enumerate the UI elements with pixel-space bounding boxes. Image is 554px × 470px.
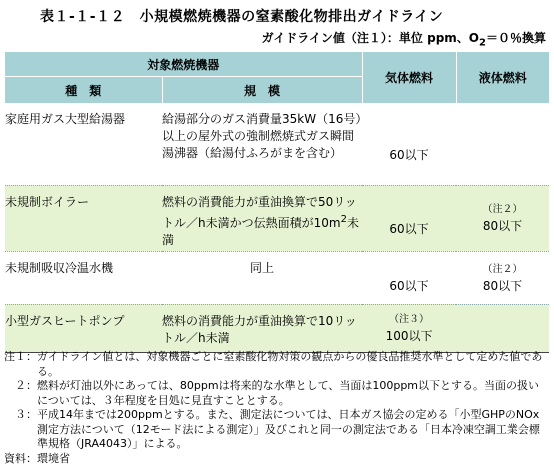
table-row (5, 103, 549, 185)
row-kind: 未規制ボイラー (5, 185, 162, 251)
table-title: 表１-１-１２ 小規模燃焼機器の窒素酸化物排出ガイドライン (40, 9, 444, 25)
note-label: ３： (4, 408, 37, 421)
note-text: 燃料が灯油以外にあっては、80ppmは将来的な水準として、当面は100ppm以下とする。当面の扱いについては、３年程度を目処に見直すこととする。 (37, 379, 540, 407)
header-kind: 種 類 (5, 77, 162, 104)
note-item (4, 379, 550, 408)
header-target: 対象燃焼機器 (5, 52, 362, 77)
row-gas: 60以下 (362, 251, 456, 304)
row-liquid (456, 185, 549, 251)
row-gas-value: 100以下 (385, 329, 433, 343)
row-gas: 60以下 (362, 185, 456, 251)
table-subtitle: ガイドライン値（注１）：単位 ppm、$O_2=0$％換算 (261, 31, 546, 49)
note-text: ガイドライン値とは、対象機器ごとに窒素酸化物対策の観点からの優良品推奨水準として定めた値である。 (37, 350, 543, 378)
table-row (5, 185, 549, 251)
note-label: ２： (4, 379, 37, 392)
row-kind: 小型ガスヒートポンプ (5, 304, 162, 352)
row-scale: 燃料の消費能力が重油換算で10リットル／h未満 (162, 304, 362, 352)
note-item (4, 408, 550, 452)
note-item (4, 350, 550, 379)
source-note: 資料：環境省 (4, 451, 70, 465)
header-scale: 規 模 (162, 77, 362, 104)
table-row (5, 304, 549, 352)
guideline-table (5, 52, 549, 353)
notes (4, 350, 550, 466)
row-scale: 同上 (162, 251, 362, 304)
row-liquid-note: （注２） (482, 263, 523, 275)
row-kind: 未規制吸収冷温水機 (5, 251, 162, 304)
header-liquid: 液体燃料 (456, 52, 549, 103)
row-gas-note: （注３） (389, 314, 430, 325)
note-label: 注１： (4, 350, 37, 363)
row-kind: 家庭用ガス大型給湯器 (5, 103, 162, 185)
row-gas (362, 304, 456, 352)
table-row (5, 251, 549, 304)
note-text: 平成14年までは200ppmとする。また、測定法については、日本ガス協会の定める「小型GHPのNOx測定方法について（12モード法による測定）」及びこれと同一の測定法である「日本冷凍空調工業会標準規格（JRA4043）」による。 (37, 408, 540, 450)
row-liquid (456, 251, 549, 304)
row-scale: 燃料の消費能力が重油換算で50リットル／h未満かつ伝熱面積が$10m^2$未満 (162, 185, 362, 251)
row-liquid (456, 304, 549, 352)
row-scale: 給湯部分のガス消費量35kW（16号）以上の屋外式の強制燃焼式ガス瞬間湯沸器（給湯付ふろがまを含む） (162, 103, 362, 185)
row-liquid-note: （注２） (482, 204, 523, 215)
row-liquid-value: 80以下 (482, 219, 523, 233)
row-liquid (456, 103, 549, 185)
header-gas: 気体燃料 (362, 52, 456, 103)
row-gas: 60以下 (362, 103, 456, 185)
row-liquid-value: 80以下 (482, 278, 523, 293)
